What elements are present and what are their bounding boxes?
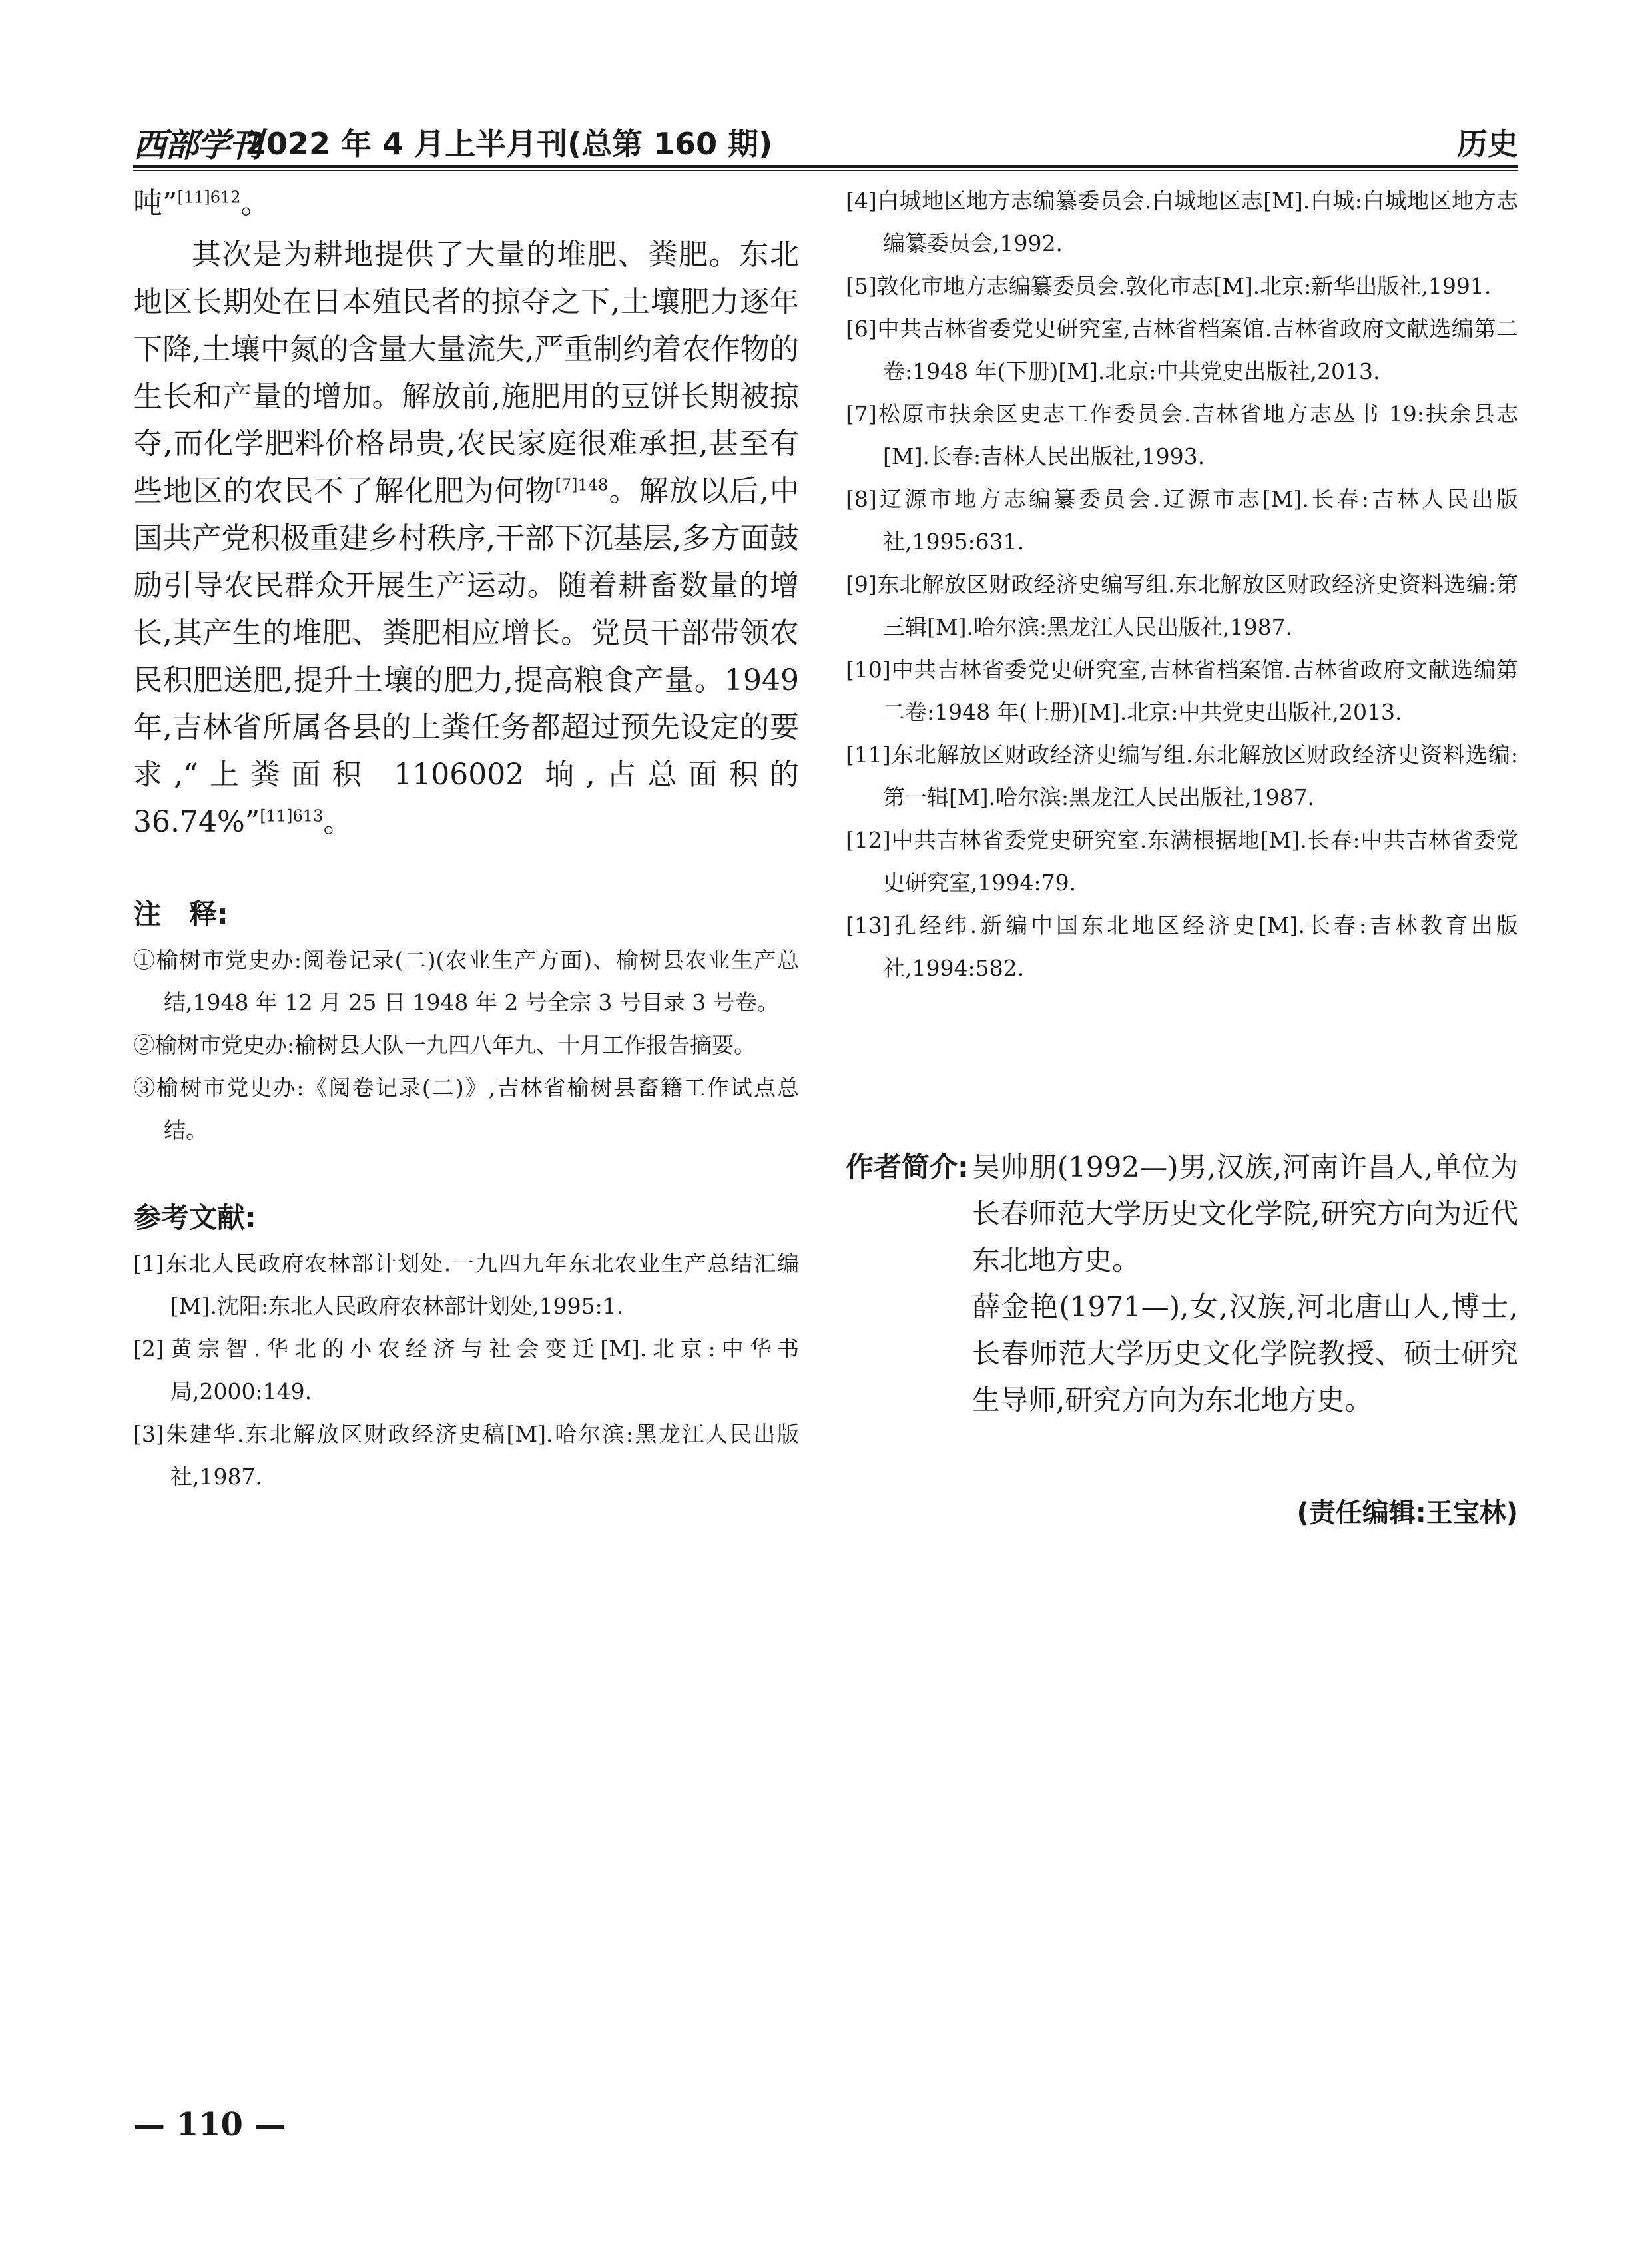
citation: [11]613 — [260, 806, 324, 826]
reference-item: [9]东北解放区财政经济史编写组.东北解放区财政经济史资料选编:第三辑[M].哈尔滨:黑龙江人民出版社,1987. — [846, 571, 1518, 640]
reference-item: [8]辽源市地方志编纂委员会.辽源市志[M].长春:吉林人民出版社,1995:631. — [846, 486, 1518, 555]
citation: [7]148 — [555, 475, 609, 495]
issue-info: 2022 年 4 月上半月刊(总第 160 期) — [245, 126, 773, 162]
notes-list — [133, 939, 799, 1152]
header-rule-thin — [133, 170, 1518, 171]
reference-item: [13]孔经纬.新编中国东北地区经济史[M].长春:吉林教育出版社,1994:582. — [846, 912, 1518, 981]
author-bios — [972, 1144, 1518, 1424]
reference-item: [2]黄宗智.华北的小农经济与社会变迁[M].北京:中华书局,2000:149. — [133, 1336, 799, 1404]
running-header — [133, 119, 1518, 164]
responsible-editor: (责任编辑:王宝林) — [1296, 1498, 1518, 1528]
reference-item: [12]中共吉林省委党史研究室.东满根据地[M].长春:中共吉林省委党史研究室,1994:79. — [846, 827, 1518, 896]
reference-item: [5]敦化市地方志编纂委员会.敦化市志[M].北京:新华出版社,1991. — [846, 273, 1492, 299]
note-item: ①榆树市党史办:阅卷记录(二)(农业生产方面)、榆树县农业生产总结,1948 年 12 月 25 日 1948 年 2 号全宗 3 号目录 3 号卷。 — [133, 947, 799, 1015]
references-list — [133, 1243, 799, 1498]
references-list-continued — [846, 180, 1518, 989]
reference-item: [7]松原市扶余区史志工作委员会.吉林省地方志丛书 19:扶余县志[M].长春:吉林人民出版社,1993. — [846, 401, 1518, 469]
author-label: 作者简介: — [846, 1151, 969, 1183]
page-number: — 110 — — [133, 2106, 286, 2143]
citation: [11]612 — [177, 188, 241, 207]
reference-item: [4]白城地区地方志编纂委员会.白城地区志[M].白城:白城地区地方志编纂委员会,1992. — [846, 188, 1518, 256]
paragraph-continuation: 吨”$^{[11]612}$。 — [133, 186, 270, 220]
header-rule — [133, 165, 1518, 168]
author-bio: 薛金艳(1971—),女,汉族,河北唐山人,博士,长春师范大学历史文化学院教授、硕士研究生导师,研究方向为东北地方史。 — [972, 1290, 1518, 1416]
author-bio: 吴帅朋(1992—)男,汉族,河南许昌人,单位为长春师范大学历史文化学院,研究方向为近代东北地方史。 — [972, 1151, 1518, 1276]
section-name: 历史 — [1457, 126, 1518, 162]
note-item: ②榆树市党史办:榆树县大队一九四八年九、十月工作报告摘要。 — [133, 1032, 756, 1058]
left-column — [133, 180, 799, 1498]
note-item: ③榆树市党史办:《阅卷记录(二)》,吉林省榆树县畜籍工作试点总结。 — [133, 1075, 799, 1143]
body-paragraph: 其次是为耕地提供了大量的堆肥、粪肥。东北地区长期处在日本殖民者的掠夺之下,土壤肥力逐年下降,土壤中氮的含量大量流失,严重制约着农作物的生长和产量的增加。解放前,施肥用的豆饼长期被掠夺,而化学肥料价格昂贵,农民家庭很难承担,甚至有些地区的农民不了解化肥为何物$^{[7]148}$。解放以后,中国共产党积极重建乡村秩序,干部下沉基层,多方面鼓励引导农民群众开展生产运动。随着耕畜数量的增长,其产生的堆肥、粪肥相应增长。党员干部带领农民积肥送肥,提升土壤的肥力,提高粮食产量。1949 年,吉林省所属各县的上粪任务都超过预先设定的要求,“上粪面积 1106002 垧,占总面积的 36.74%”$^{[11]613}$。 — [133, 238, 799, 839]
journal-logo: 西部学刊 — [133, 125, 261, 164]
reference-item: [6]中共吉林省委党史研究室,吉林省档案馆.吉林省政府文献选编第二卷:1948 年(下册)[M].北京:中共党史出版社,2013. — [846, 316, 1518, 384]
reference-item: [3]朱建华.东北解放区财政经济史稿[M].哈尔滨:黑龙江人民出版社,1987. — [133, 1421, 799, 1490]
reference-item: [10]中共吉林省委党史研究室,吉林省档案馆.吉林省政府文献选编第二卷:1948 年(上册)[M].北京:中共党史出版社,2013. — [846, 657, 1518, 725]
reference-item: [11]东北解放区财政经济史编写组.东北解放区财政经济史资料选编:第一辑[M].哈尔滨:黑龙江人民出版社,1987. — [846, 742, 1518, 810]
reference-item: [1]东北人民政府农林部计划处.一九四九年东北农业生产总结汇编[M].沈阳:东北人民政府农林部计划处,1995:1. — [133, 1251, 799, 1319]
right-column — [846, 180, 1518, 989]
notes-heading: 注 释: — [133, 898, 228, 930]
references-heading: 参考文献: — [133, 1201, 256, 1234]
